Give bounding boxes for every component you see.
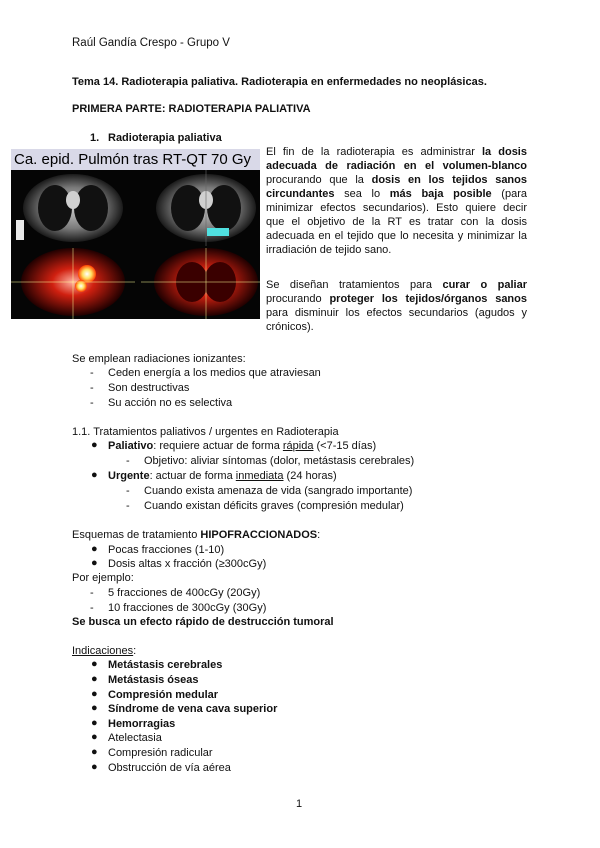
indicacion-item: Hemorragias — [108, 718, 176, 730]
section-1-1-title: 1.1. Tratamientos paliativos / urgentes en Radioterapia — [72, 426, 339, 438]
hipo-item: Pocas fracciones (1-10) — [108, 544, 225, 556]
paliativo-item: Paliativo: requiere actuar de forma rápida (<7-15 días) — [108, 440, 377, 452]
bullet-icon: ● — [91, 543, 98, 555]
bullet-icon: ● — [91, 469, 98, 481]
bullet-icon: ● — [91, 702, 98, 714]
dash-icon: - — [126, 485, 130, 497]
paragraph-design: Se diseñan tratamientos para curar o paliar procurando proteger los tejidos/órganos sanos para disminuir los efectos secundarios (agudos y crónicos). — [266, 279, 527, 333]
ionizing-intro: Se emplean radiaciones ionizantes: — [72, 353, 246, 365]
dash-icon: - — [126, 455, 130, 467]
ionizing-item: Ceden energía a los medios que atraviesan — [108, 367, 321, 379]
section-1-title: Radioterapia paliativa — [108, 132, 222, 144]
part-heading: PRIMERA PARTE: RADIOTERAPIA PALIATIVA — [72, 103, 311, 115]
dash-icon: - — [126, 500, 130, 512]
figure-caption: Ca. epid. Pulmón tras RT-QT 70 Gy — [11, 149, 260, 170]
bullet-icon: ● — [91, 731, 98, 743]
bullet-icon: ● — [91, 658, 98, 670]
dash-icon: - — [90, 382, 94, 394]
bullet-icon: ● — [91, 439, 98, 451]
indicacion-item: Compresión radicular — [108, 747, 213, 759]
header-author: Raúl Gandía Crespo - Grupo V — [72, 37, 230, 49]
page-number: 1 — [296, 798, 303, 810]
bullet-icon: ● — [91, 688, 98, 700]
ct-scan-images — [11, 170, 260, 319]
urgente-sub: Cuando exista amenaza de vida (sangrado importante) — [144, 485, 413, 497]
urgente-sub: Cuando existan déficits graves (compresión medular) — [144, 500, 404, 512]
ionizing-item: Su acción no es selectiva — [108, 397, 233, 409]
ct-pet-figure — [11, 149, 260, 319]
indicacion-item: Metástasis cerebrales — [108, 659, 223, 671]
bullet-icon: ● — [91, 673, 98, 685]
indicacion-item: Atelectasia — [108, 732, 162, 744]
indicacion-item: Compresión medular — [108, 689, 219, 701]
dash-icon: - — [90, 397, 94, 409]
indicacion-item: Obstrucción de vía aérea — [108, 762, 231, 774]
paragraph-goal: El fin de la radioterapia es administrar la dosis adecuada de radiación en el volumen-blanco procurando que la dosis en los tejidos sanos circundantes sea lo más baja posible (para minimizar efectos secundarios). Esto quiere decir que el objetivo de la RT es tratar con la dosis adecuada en el tejido que lo necesita y minimizar la irradiación de tejido sano. — [266, 146, 527, 256]
dash-icon: - — [90, 367, 94, 379]
indicaciones-heading: Indicaciones: — [72, 645, 137, 657]
bullet-icon: ● — [91, 557, 98, 569]
urgente-item: Urgente: actuar de forma inmediata (24 horas) — [108, 470, 337, 482]
document-title: Tema 14. Radioterapia paliativa. Radioterapia en enfermedades no neoplásicas. — [72, 76, 487, 88]
hipo-intro: Esquemas de tratamiento HIPOFRACCIONADOS: — [72, 529, 321, 541]
bullet-icon: ● — [91, 761, 98, 773]
ionizing-item: Son destructivas — [108, 382, 190, 394]
bullet-icon: ● — [91, 717, 98, 729]
hipo-item: Dosis altas x fracción (≥300cGy) — [108, 558, 267, 570]
dash-icon: - — [90, 602, 94, 614]
dash-icon: - — [90, 587, 94, 599]
bullet-icon: ● — [91, 746, 98, 758]
hipo-example: 10 fracciones de 300cGy (30Gy) — [108, 602, 267, 614]
hipo-example-label: Por ejemplo: — [72, 572, 134, 584]
hipo-example: 5 fracciones de 400cGy (20Gy) — [108, 587, 261, 599]
paliativo-sub: Objetivo: aliviar síntomas (dolor, metástasis cerebrales) — [144, 455, 415, 467]
section-1-number: 1. — [90, 132, 100, 144]
hipo-conclusion: Se busca un efecto rápido de destrucción tumoral — [72, 616, 334, 628]
indicacion-item: Metástasis óseas — [108, 674, 199, 686]
indicacion-item: Síndrome de vena cava superior — [108, 703, 278, 715]
